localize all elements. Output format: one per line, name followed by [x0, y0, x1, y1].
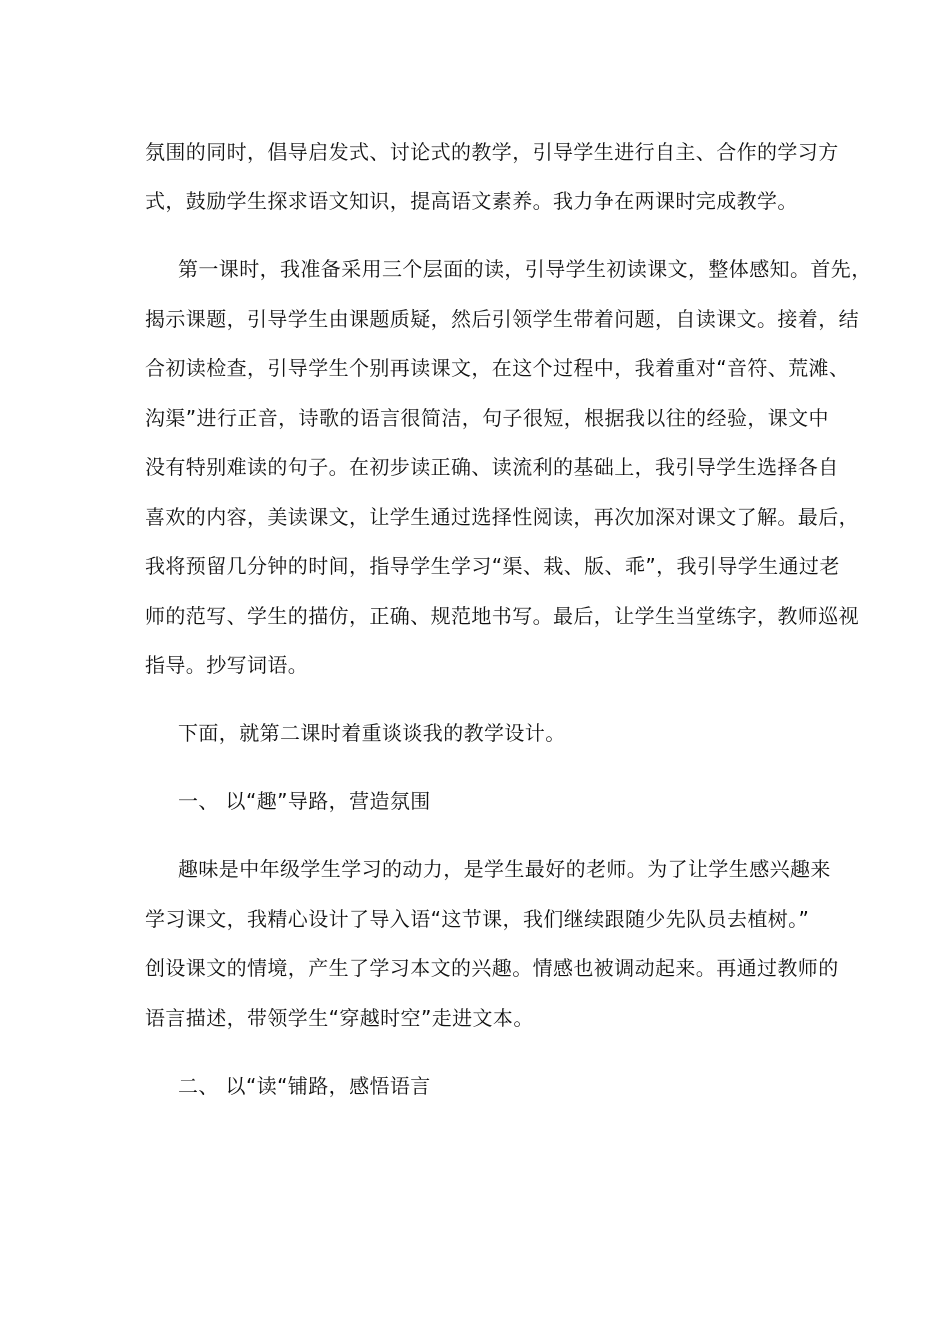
body-text-line: 学习课文，我精心设计了导入语“这节课，我们继续跟随少先队员去植树。”: [145, 907, 810, 931]
section-heading: 一、 以“趣”导路，营造氛围: [178, 789, 431, 813]
section-heading: 二、 以“读“铺路，感悟语言: [178, 1074, 431, 1098]
body-text-line: 喜欢的内容，美读课文，让学生通过选择性阅读，再次加深对课文了解。最后，: [145, 505, 859, 529]
body-text-line: 揭示课题，引导学生由课题质疑，然后引领学生带着问题，自读课文。接着，结: [145, 307, 859, 331]
body-text-line: 指导。抄写词语。: [145, 653, 309, 677]
body-text-line: 式，鼓励学生探求语文知识，提高语文素养。我力争在两课时完成教学。: [145, 189, 798, 213]
body-text-line: 沟渠”进行正音，诗歌的语言很简洁，句子很短，根据我以往的经验，课文中: [145, 406, 829, 430]
body-text-line: 师的范写、学生的描仿，正确、规范地书写。最后，让学生当堂练字，教师巡视: [145, 604, 859, 628]
body-text-line: 我将预留几分钟的时间，指导学生学习“渠、栽、版、乖”，我引导学生通过老: [145, 554, 840, 578]
body-text-line: 创设课文的情境，产生了学习本文的兴趣。情感也被调动起来。再通过教师的: [145, 956, 839, 980]
body-text-line: 下面，就第二课时着重谈谈我的教学设计。: [178, 721, 566, 745]
body-text-line: 氛围的同时，倡导启发式、讨论式的教学，引导学生进行自主、合作的学习方: [145, 140, 839, 164]
body-text-line: 第一课时，我准备采用三个层面的读，引导学生初读课文，整体感知。首先，: [178, 257, 872, 281]
body-text-line: 语言描述，带领学生“穿越时空”走进文本。: [145, 1006, 534, 1030]
body-text-line: 合初读检查，引导学生个别再读课文，在这个过程中，我着重对“音符、荒滩、: [145, 356, 850, 380]
body-text-line: 没有特别难读的句子。在初步读正确、读流利的基础上，我引导学生选择各自: [145, 455, 839, 479]
body-text-line: 趣味是中年级学生学习的动力，是学生最好的老师。为了让学生感兴趣来: [178, 857, 831, 881]
